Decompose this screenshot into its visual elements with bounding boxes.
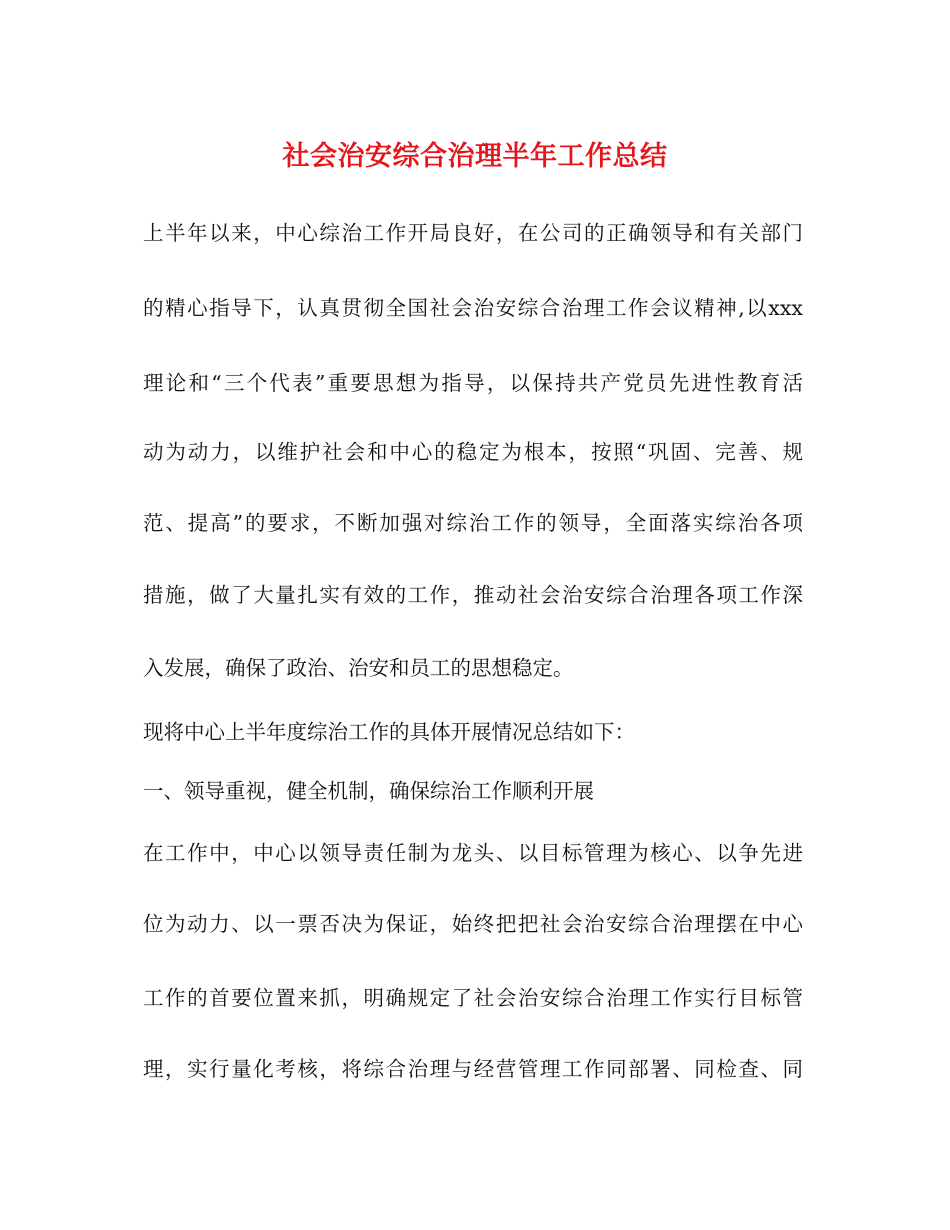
paragraph-line: 的精心指导下，认真贯彻全国社会治安综合治理工作会议精神,以xxx <box>143 296 803 320</box>
paragraph-line: 措施，做了大量扎实有效的工作，推动社会治安综合治理各项工作深 <box>143 583 803 607</box>
paragraph-line: 范、提高”的要求，不断加强对综治工作的领导，全面落实综治各项 <box>143 511 803 535</box>
document-title: 社会治安综合治理半年工作总结 <box>282 141 668 172</box>
paragraph-line: 理，实行量化考核，将综合治理与经营管理工作同部署、同检查、同 <box>143 1057 803 1081</box>
section-heading: 一、领导重视，健全机制，确保综治工作顺利开展 <box>143 779 594 803</box>
paragraph-line: 工作的首要位置来抓，明确规定了社会治安综合治理工作实行目标管 <box>143 986 803 1010</box>
paragraph-line: 动为动力，以维护社会和中心的稳定为根本，按照“巩固、完善、规 <box>143 440 803 464</box>
paragraph-line: 现将中心上半年度综治工作的具体开展情况总结如下： <box>143 720 635 744</box>
paragraph-line: 在工作中，中心以领导责任制为龙头、以目标管理为核心、以争先进 <box>143 841 803 865</box>
paragraph-line: 入发展，确保了政治、治安和员工的思想稳定。 <box>143 656 574 680</box>
paragraph-line: 位为动力、以一票否决为保证，始终把把社会治安综合治理摆在中心 <box>143 912 803 936</box>
paragraph-line: 上半年以来，中心综治工作开局良好，在公司的正确领导和有关部门 <box>143 221 803 245</box>
paragraph-line: 理论和“三个代表”重要思想为指导，以保持共产党员先进性教育活 <box>143 371 803 395</box>
